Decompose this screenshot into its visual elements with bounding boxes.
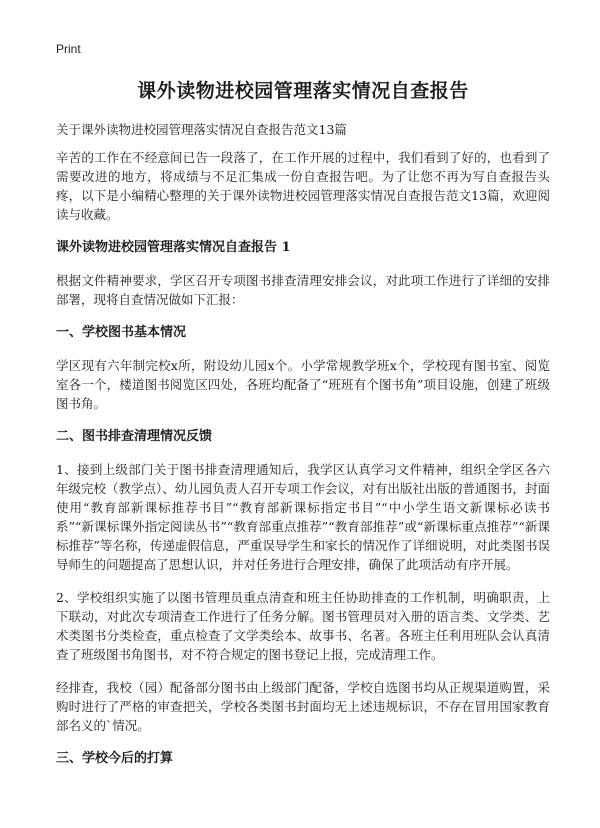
print-link[interactable]: Print bbox=[56, 42, 81, 56]
intro-paragraph: 辛苦的工作在不经意间已告一段落了，在工作开展的过程中，我们看到了好的，也看到了需要改进的地方，将成绩与不足汇集成一份自查报告吧。为了让您不再为写自查报告头疼，以下是小编精心整理的关于课外读物进校园管理落实情况自查报告范文13篇，欢迎阅读与收藏。 bbox=[56, 150, 550, 222]
section-2-paragraph-3: 经排查，我校（园）配备部分图书由上级部门配备，学校自选图书均从正规渠道购置，采购时进行了严格的审查把关，学校各类图书封面均无上述违规标识，不存在冒用国家教育部名义的`情况。 bbox=[56, 680, 550, 733]
section-2-paragraph-2: 2、学校组织实施了以图书管理员重点清查和班主任协助排查的工作机制，明确职责，上下联动，对此次专项清查工作进行了任务分解。图书管理员对入册的语言类、文学类、艺术类图书分类检查，重点检查了文学类绘本、故事书、名著。各班主任利用班队会认真清查了班级图书角图书，对不符合规定的图书登记上报，完成清理工作。 bbox=[56, 590, 550, 662]
section-1-heading: 一、学校图书基本情况 bbox=[56, 325, 187, 340]
section-3-heading: 三、学校今后的打算 bbox=[56, 751, 174, 766]
report-intro-paragraph: 根据文件精神要求，学区召开专项图书排查清理安排会议，对此项工作进行了详细的安排部署，现将自查情况做如下汇报： bbox=[56, 273, 550, 307]
section-1-paragraph: 学区现有六年制完校x所，附设幼儿园x个。小学常规教学班x个，学校现有图书室、阅览室各一个，楼道图书阅览区四处，各班均配备了“班班有个图书角”项目设施，创建了班级图书角。 bbox=[56, 358, 550, 411]
section-2-paragraph-1: 1、接到上级部门关于图书排查清理通知后，我学区认真学习文件精神，组织全学区各六年级完校（教学点）、幼儿园负责人召开专项工作会议，对有出版社出版的普通图书，封面使用“教育部新课标推荐书目”“教育部新课标指定书目”“中小学生语文新课标必读书系”“新课标课外指定阅读丛书”“教育部重点推荐”“教育部推荐”或“新课标重点推荐”“新课标推荐”等名称，传递虚假信息，严重误导学生和家长的情况作了详细说明，对此类图书误导师生的问题提高了思想认识，并对任务进行合理安排，确保了此项活动有序开展。 bbox=[56, 462, 550, 572]
section-2-heading: 二、图书排查清理情况反馈 bbox=[56, 429, 213, 444]
document-body bbox=[56, 148, 550, 782]
document-subtitle: 关于课外读物进校园管理落实情况自查报告范文13篇 bbox=[56, 122, 347, 137]
page-title: 课外读物进校园管理落实情况自查报告 bbox=[137, 80, 469, 102]
report-heading: 课外读物进校园管理落实情况自查报告 1 bbox=[56, 240, 291, 255]
